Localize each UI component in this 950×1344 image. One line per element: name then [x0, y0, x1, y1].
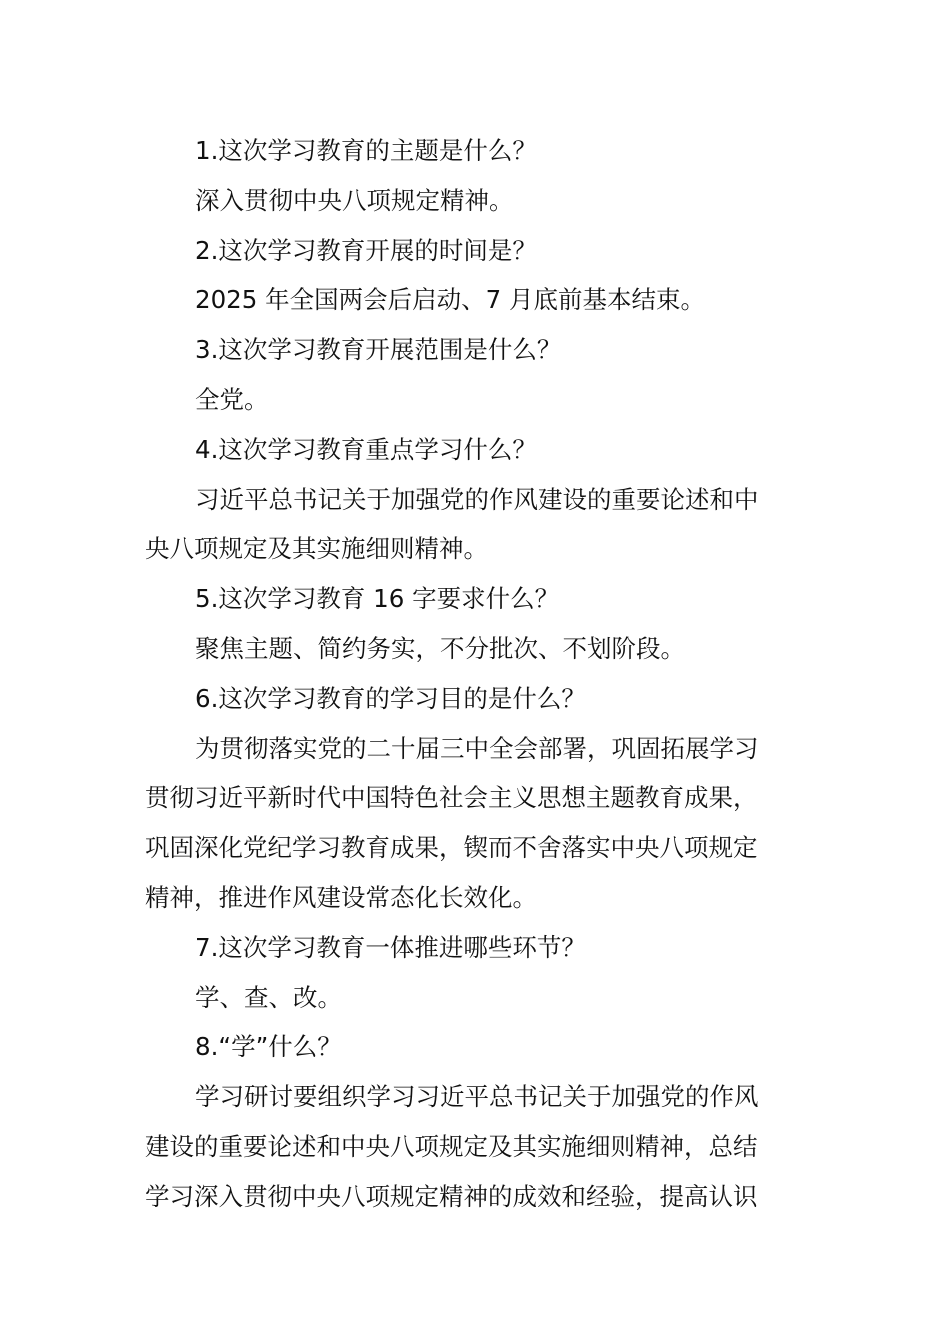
answer-6-line-3: 巩固深化党纪学习教育成果，锲而不舍落实中央八项规定	[145, 833, 758, 863]
answer-6-line-4: 精神，推进作风建设常态化长效化。	[145, 882, 537, 912]
answer-1	[145, 176, 810, 226]
answer-5-text: 聚焦主题、简约务实，不分批次、不划阶段。	[195, 633, 685, 663]
answer-7-text: 学、查、改。	[195, 982, 342, 1012]
question-8	[145, 1022, 810, 1072]
answer-7	[145, 973, 810, 1023]
question-5	[145, 574, 810, 624]
answer-6-line-2: 贯彻习近平新时代中国特色社会主义思想主题教育成果，	[145, 783, 758, 813]
answer-8-line-2: 建设的重要论述和中央八项规定及其实施细则精神，总结	[145, 1131, 758, 1161]
question-8-text: 8.“学”什么？	[195, 1032, 342, 1062]
answer-1-text: 深入贯彻中央八项规定精神。	[195, 185, 514, 215]
question-1	[145, 126, 810, 176]
answer-4-line-2: 央八项规定及其实施细则精神。	[145, 534, 488, 564]
answer-3	[145, 375, 810, 425]
question-6-text: 6.这次学习教育的学习目的是什么？	[195, 683, 586, 713]
question-2	[145, 226, 810, 276]
document-body	[145, 126, 810, 1222]
answer-8-line-3: 学习深入贯彻中央八项规定精神的成效和经验，提高认识	[145, 1181, 758, 1211]
answer-8-line-1: 学习研讨要组织学习习近平总书记关于加强党的作风	[195, 1082, 759, 1112]
question-6	[145, 674, 810, 724]
answer-3-text: 全党。	[195, 384, 269, 414]
question-5-text: 5.这次学习教育 16 字要求什么？	[195, 584, 560, 614]
answer-2	[145, 275, 810, 325]
answer-6-line-1: 为贯彻落实党的二十届三中全会部署，巩固拓展学习	[195, 733, 759, 763]
answer-8	[145, 1072, 810, 1221]
question-7-text: 7.这次学习教育一体推进哪些环节？	[195, 932, 586, 962]
question-2-text: 2.这次学习教育开展的时间是？	[195, 235, 537, 265]
answer-4-line-1: 习近平总书记关于加强党的作风建设的重要论述和中	[195, 484, 759, 514]
question-1-text: 1.这次学习教育的主题是什么？	[195, 136, 537, 165]
answer-5	[145, 624, 810, 674]
answer-2-text: 2025 年全国两会后启动、7 月底前基本结束。	[195, 285, 706, 315]
answer-4	[145, 475, 810, 575]
answer-6	[145, 724, 810, 923]
question-7	[145, 923, 810, 973]
question-4	[145, 425, 810, 475]
question-3-text: 3.这次学习教育开展范围是什么？	[195, 335, 562, 365]
question-4-text: 4.这次学习教育重点学习什么？	[195, 434, 537, 464]
question-3	[145, 325, 810, 375]
